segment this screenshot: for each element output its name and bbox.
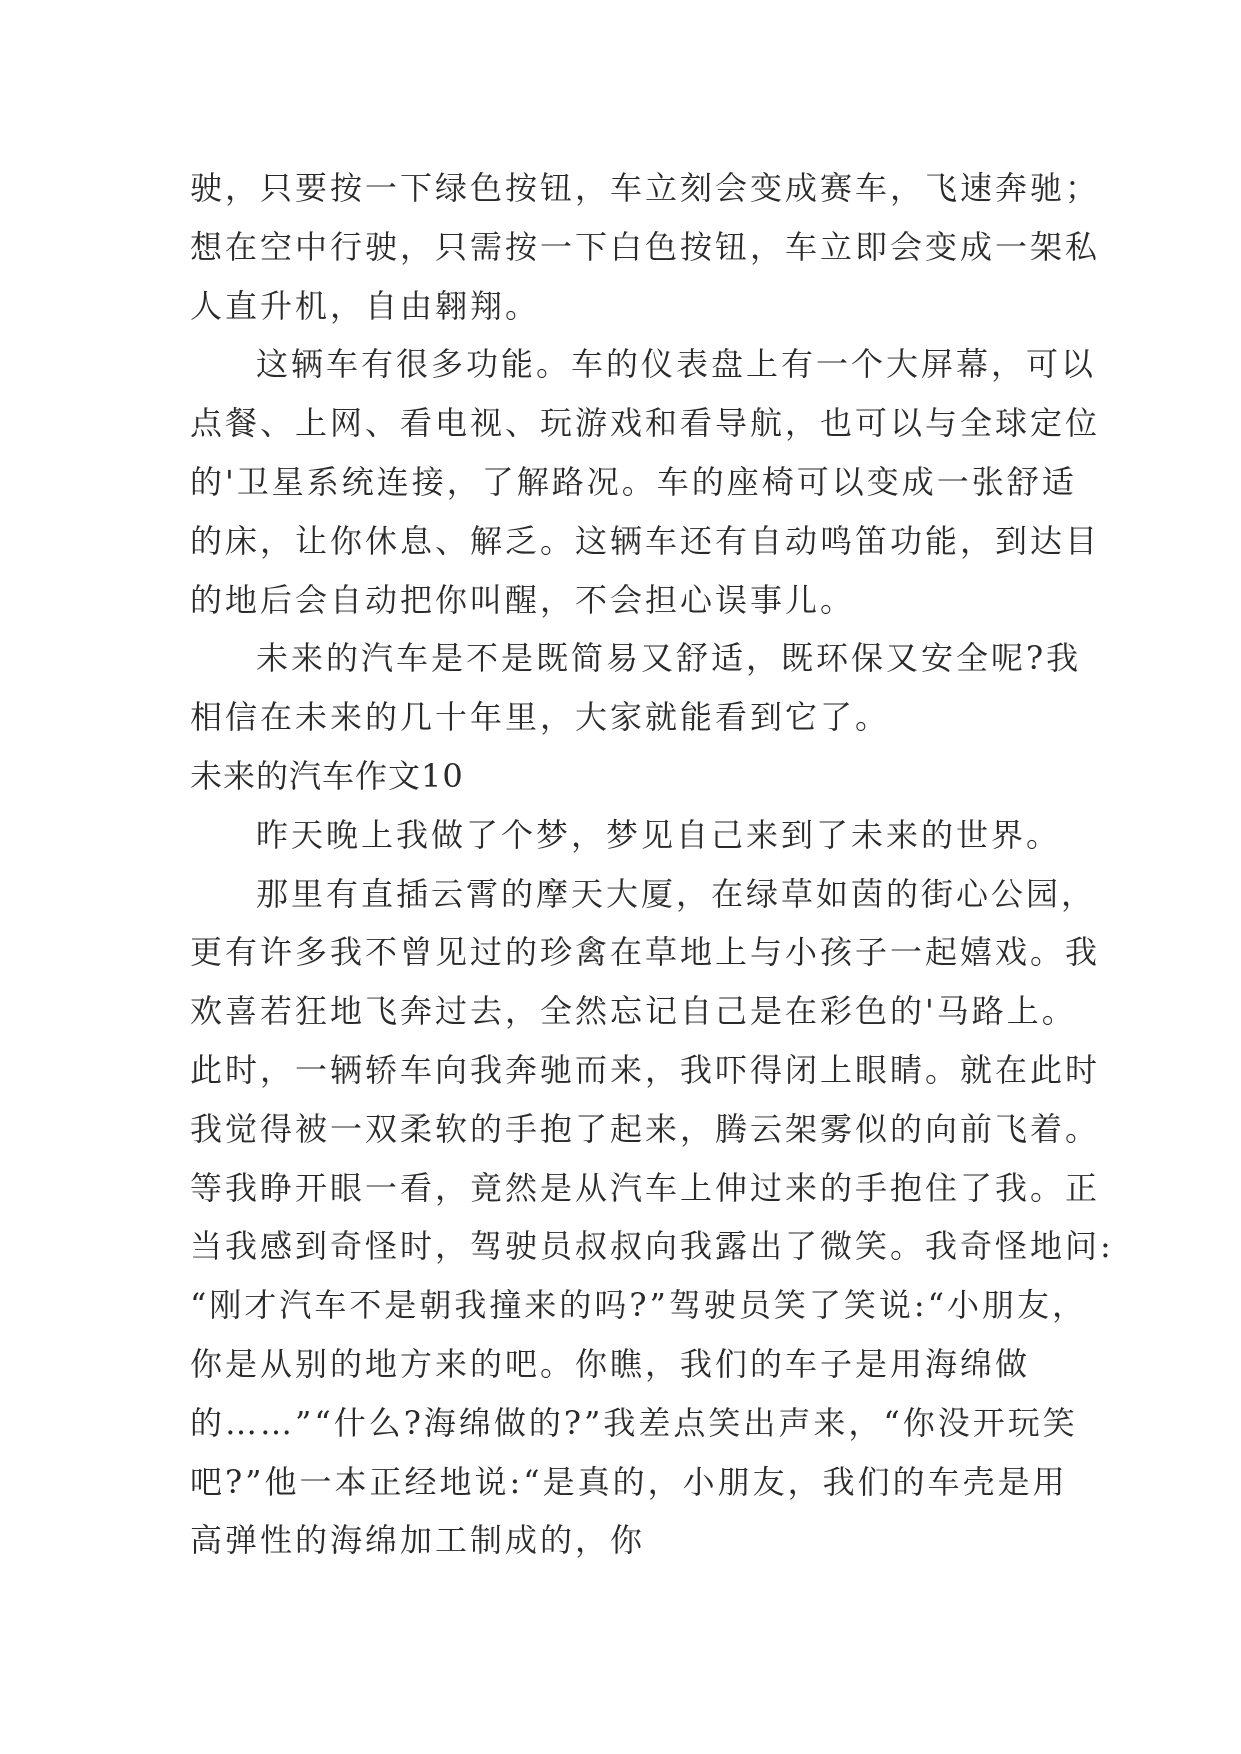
text-line: 的地后会自动把你叫醒，不会担心误事儿。 [190, 580, 856, 619]
text-line: 你是从别的地方来的吧。你瞧，我们的车子是用海绵做 [190, 1344, 1031, 1383]
text-line: 等我睁开眼一看，竟然是从汽车上伸过来的手抱住了我。正 [190, 1168, 1101, 1207]
text-line: 的床，让你休息、解乏。这辆车还有自动鸣笛功能，到达目 [190, 521, 1101, 560]
text-line: 此时，一辆轿车向我奔驰而来，我吓得闭上眼睛。就在此时 [190, 1050, 1101, 1089]
text-line: 人直升机，自由翱翔。 [190, 286, 541, 325]
text-line: 未来的汽车是不是既简易又舒适，既环保又安全呢?我 [256, 639, 1082, 678]
text-line: 当我感到奇怪时，驾驶员叔叔向我露出了微笑。我奇怪地问: [190, 1227, 1114, 1266]
text-line: 更有许多我不曾见过的珍禽在草地上与小孩子一起嬉戏。我 [190, 933, 1101, 972]
text-line: 吧?”他一本正经地说:“是真的，小朋友，我们的车壳是用 [190, 1462, 1068, 1501]
text-line: 驶，只要按一下绿色按钮，车立刻会变成赛车，飞速奔驰； [190, 169, 1101, 207]
text-line: 的……”“什么?海绵做的?”我差点笑出声来，“你没开玩笑 [190, 1403, 1078, 1442]
text-line: 高弹性的海绵加工制成的，你 [190, 1521, 646, 1560]
section-heading: 未来的汽车作文10 [190, 756, 464, 795]
text-line: 这辆车有很多功能。车的仪表盘上有一个大屏幕，可以 [256, 345, 1097, 384]
text-line: 想在空中行驶，只需按一下白色按钮，车立即会变成一架私 [190, 227, 1101, 266]
text-line: 点餐、上网、看电视、玩游戏和看导航，也可以与全球定位 [190, 404, 1101, 443]
text-line: 我觉得被一双柔软的手抱了起来，腾云架雾似的向前飞着。 [190, 1109, 1101, 1148]
text-line: 欢喜若狂地飞奔过去，全然忘记自己是在彩色的'马路上。 [190, 992, 1077, 1031]
text-line: 那里有直插云霄的摩天大厦，在绿草如茵的街心公园， [256, 874, 1097, 913]
document-body [190, 159, 1114, 1570]
text-line: 昨天晚上我做了个梦，梦见自己来到了未来的世界。 [256, 815, 1062, 854]
text-line: 相信在未来的几十年里，大家就能看到它了。 [190, 698, 891, 737]
text-line: 的'卫星系统连接，了解路况。车的座椅可以变成一张舒适 [190, 462, 1077, 501]
text-line: “刚才汽车不是朝我撞来的吗?”驾驶员笑了笑说:“小朋友， [190, 1286, 1088, 1325]
